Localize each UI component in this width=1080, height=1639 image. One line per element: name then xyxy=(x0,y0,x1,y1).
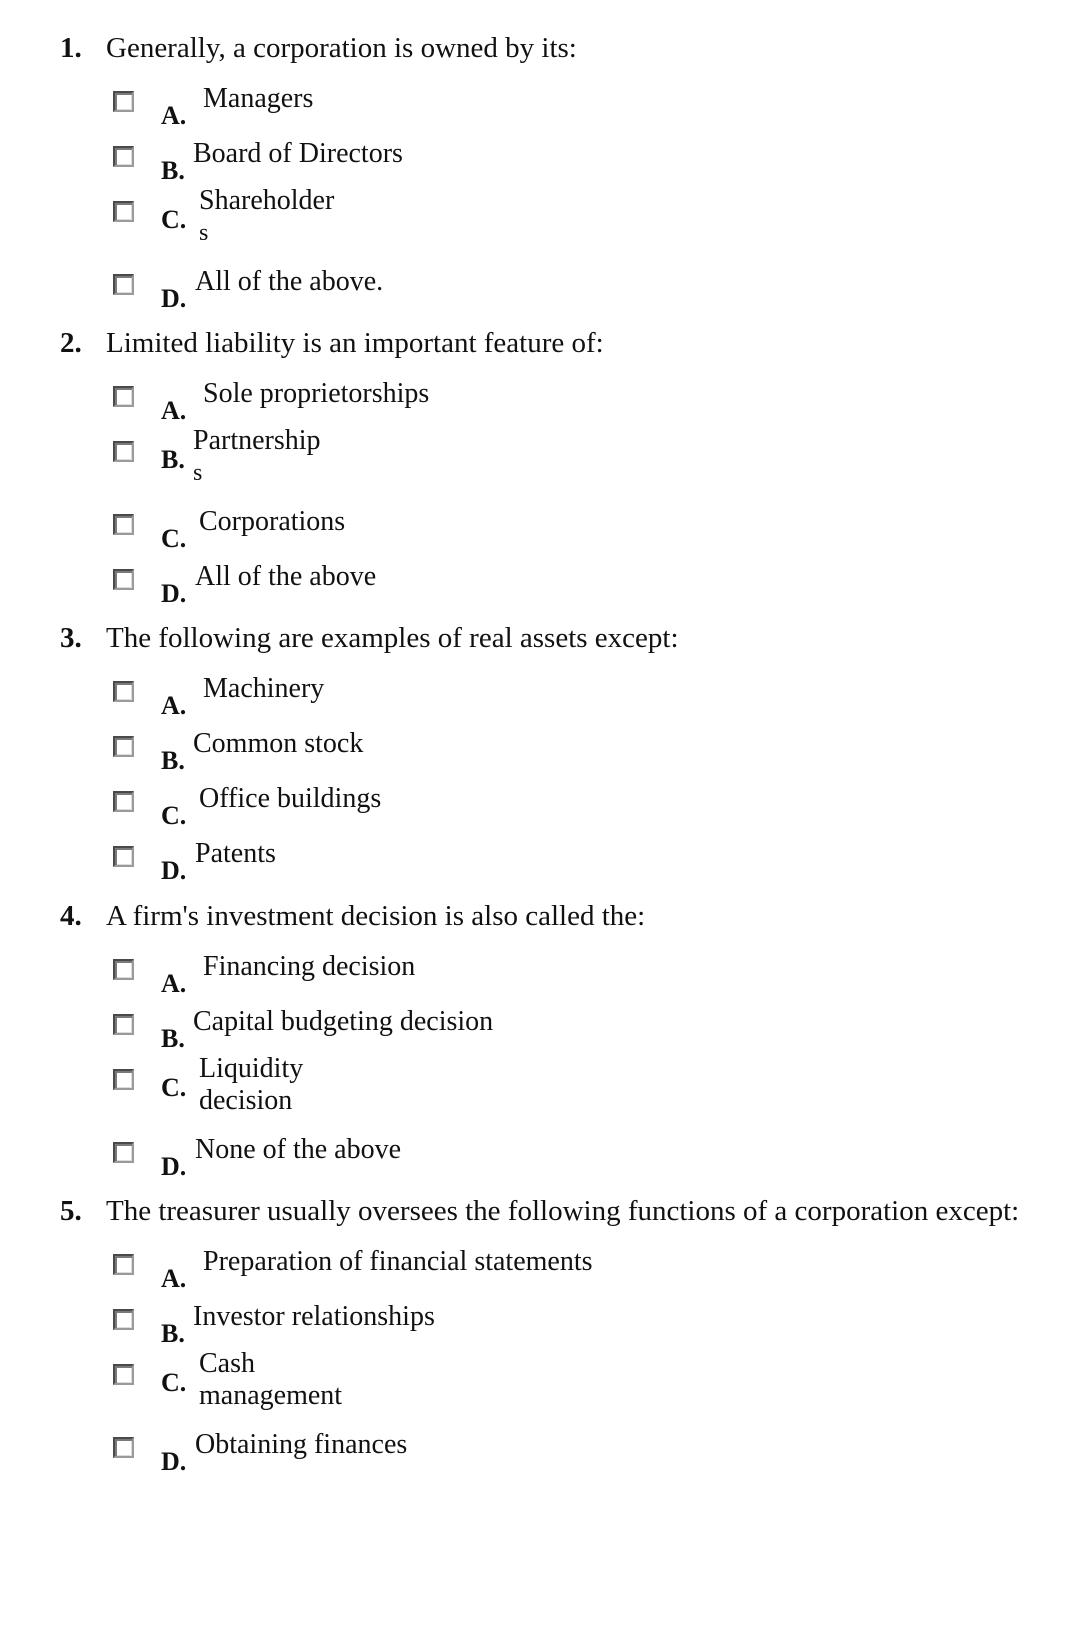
option-text-line1: Shareholder xyxy=(199,185,335,216)
question-text: The treasurer usually oversees the following functions of a corporation except: xyxy=(106,1195,1020,1227)
checkbox[interactable] xyxy=(113,91,134,112)
checkbox[interactable] xyxy=(113,1254,134,1275)
option-letter: C. xyxy=(161,524,187,553)
checkbox[interactable] xyxy=(113,201,134,222)
option-letter: D. xyxy=(161,856,187,885)
option-text: Office buildings xyxy=(199,783,382,814)
option-text: All of the above xyxy=(195,561,377,592)
option-letter: B. xyxy=(161,156,185,185)
option-letter: B. xyxy=(161,1319,185,1348)
option-c[interactable] xyxy=(113,185,1013,251)
option-text-line1: Cash xyxy=(199,1348,255,1379)
checkbox[interactable] xyxy=(113,1437,134,1458)
option-text: Investor relationships xyxy=(193,1301,435,1332)
option-text: Board of Directors xyxy=(193,138,403,169)
option-a[interactable] xyxy=(113,953,1013,1009)
checkbox[interactable] xyxy=(113,681,134,702)
option-d[interactable] xyxy=(113,1136,1013,1192)
question-header xyxy=(60,898,645,934)
checkbox[interactable] xyxy=(113,274,134,295)
option-letter: D. xyxy=(161,579,187,608)
option-b[interactable] xyxy=(113,425,1013,491)
checkbox[interactable] xyxy=(113,1309,134,1330)
option-text: Obtaining finances xyxy=(195,1429,408,1460)
option-text: Financing decision xyxy=(203,951,416,982)
option-text xyxy=(199,1053,303,1117)
checkbox[interactable] xyxy=(113,441,134,462)
option-letter: A. xyxy=(161,969,187,998)
option-letter: A. xyxy=(161,396,187,425)
option-text xyxy=(193,425,321,489)
option-text-line1: Partnership xyxy=(193,425,321,456)
option-text: Machinery xyxy=(203,673,325,704)
checkbox[interactable] xyxy=(113,1142,134,1163)
option-letter: B. xyxy=(161,1024,185,1053)
question-text: A firm's investment decision is also called the: xyxy=(106,900,646,932)
option-a[interactable] xyxy=(113,85,1013,141)
checkbox[interactable] xyxy=(113,959,134,980)
option-text: Corporations xyxy=(199,506,346,537)
option-text-line2: decision xyxy=(199,1085,293,1116)
checkbox[interactable] xyxy=(113,569,134,590)
option-letter: D. xyxy=(161,284,187,313)
option-text-line2: s xyxy=(199,220,209,246)
option-c[interactable] xyxy=(113,785,1013,841)
question-number: 4. xyxy=(60,900,82,932)
option-c[interactable] xyxy=(113,1348,1013,1414)
checkbox[interactable] xyxy=(113,146,134,167)
option-text xyxy=(199,1348,342,1412)
option-a[interactable] xyxy=(113,1248,1013,1304)
checkbox[interactable] xyxy=(113,386,134,407)
question-text: Limited liability is an important feature of: xyxy=(106,327,604,359)
option-d[interactable] xyxy=(113,1431,1013,1487)
option-letter: B. xyxy=(161,746,185,775)
question-header xyxy=(60,620,679,656)
option-letter: C. xyxy=(161,1073,187,1102)
option-text: Sole proprietorships xyxy=(203,378,430,409)
option-a[interactable] xyxy=(113,675,1013,731)
option-letter: C. xyxy=(161,205,187,234)
question-number: 2. xyxy=(60,327,82,359)
option-text-line1: Liquidity xyxy=(199,1053,304,1084)
option-text-line2: management xyxy=(199,1380,343,1411)
option-c[interactable] xyxy=(113,1053,1013,1119)
checkbox[interactable] xyxy=(113,514,134,535)
option-text-line2: s xyxy=(193,460,203,486)
option-text: Capital budgeting decision xyxy=(193,1006,494,1037)
option-letter: B. xyxy=(161,445,185,474)
option-letter: A. xyxy=(161,101,187,130)
checkbox[interactable] xyxy=(113,1364,134,1385)
option-text: Common stock xyxy=(193,728,364,759)
option-letter: D. xyxy=(161,1152,187,1181)
question-number: 5. xyxy=(60,1195,82,1227)
option-letter: D. xyxy=(161,1447,187,1476)
checkbox[interactable] xyxy=(113,1014,134,1035)
option-letter: C. xyxy=(161,801,187,830)
option-text: Preparation of financial statements xyxy=(203,1246,593,1277)
option-c[interactable] xyxy=(113,508,1013,564)
option-text: Patents xyxy=(195,838,276,869)
option-d[interactable] xyxy=(113,840,1013,896)
question-header xyxy=(60,1193,1019,1229)
option-b[interactable] xyxy=(113,730,1013,786)
checkbox[interactable] xyxy=(113,846,134,867)
option-text: Managers xyxy=(203,83,314,114)
option-letter: C. xyxy=(161,1368,187,1397)
option-d[interactable] xyxy=(113,563,1013,619)
question-number: 1. xyxy=(60,32,82,64)
question-header xyxy=(60,325,604,361)
question-text: The following are examples of real assets except: xyxy=(106,622,679,654)
option-text: All of the above. xyxy=(195,266,384,297)
checkbox[interactable] xyxy=(113,1069,134,1090)
option-text: None of the above xyxy=(195,1134,402,1165)
checkbox[interactable] xyxy=(113,791,134,812)
question-header xyxy=(60,30,577,66)
option-letter: A. xyxy=(161,1264,187,1293)
question-text: Generally, a corporation is owned by its: xyxy=(106,32,577,64)
checkbox[interactable] xyxy=(113,736,134,757)
option-text xyxy=(199,185,334,249)
option-letter: A. xyxy=(161,691,187,720)
question-number: 3. xyxy=(60,622,82,654)
option-d[interactable] xyxy=(113,268,1013,324)
